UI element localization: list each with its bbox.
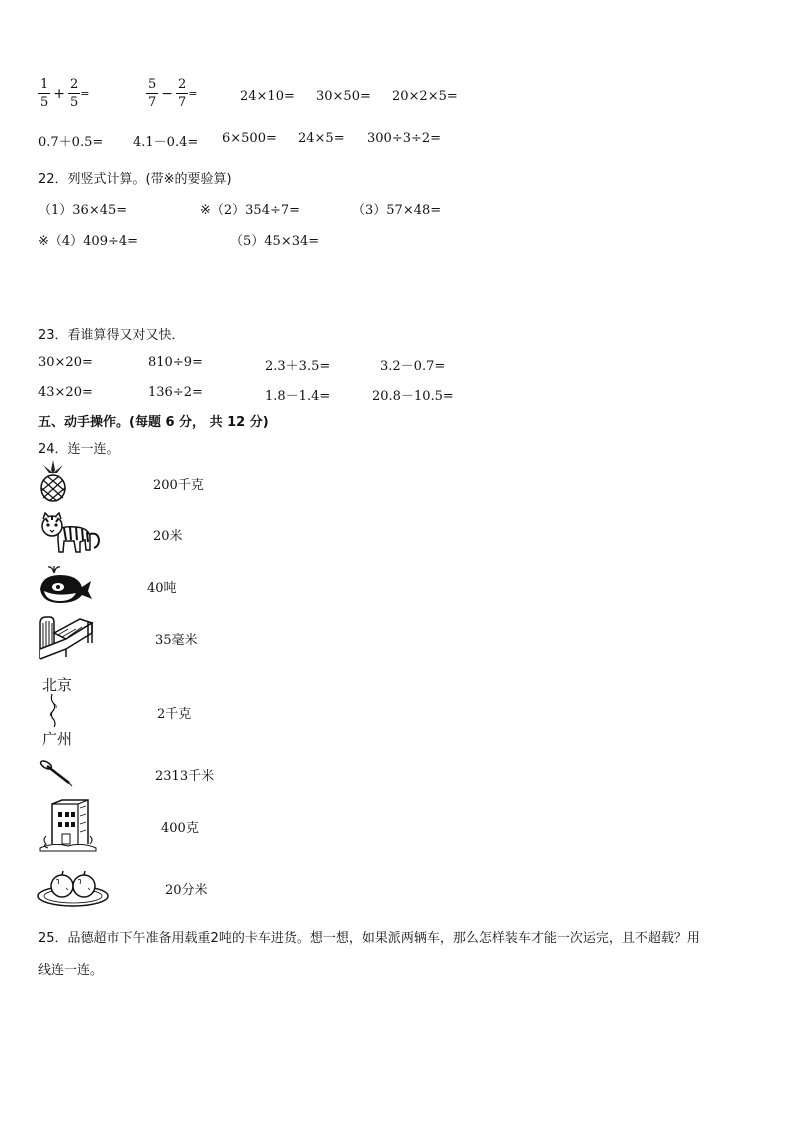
calc-item: ※（4）409÷4= — [38, 234, 139, 249]
calc-item: ※（2）354÷7= — [200, 203, 301, 218]
fraction-add-expression: $\frac{1}{5}$ + $\frac{2}{5}$ = — [40, 77, 90, 110]
calc-item: 43×20= — [38, 385, 93, 400]
map-route-icon — [38, 674, 86, 748]
apples-plate-icon — [36, 866, 110, 908]
calc-item: 810÷9= — [148, 355, 203, 370]
calc-item: 30×50= — [316, 89, 371, 104]
fraction-sub-expression: $\frac{5}{7}$ − $\frac{2}{7}$ = — [148, 77, 198, 110]
calc-item: 0.7＋0.5= — [38, 135, 104, 150]
calc-item: 6×500= — [222, 131, 277, 146]
fraction-one-fifth: $\frac{1}{5}$ — [40, 77, 49, 110]
question-22-title: 22．列竖式计算。(带※的要验算) — [38, 172, 232, 187]
building-icon — [38, 796, 98, 852]
pineapple-icon — [36, 460, 70, 502]
fraction-two-sevenths: $\frac{2}{7}$ — [178, 77, 187, 110]
tiger-icon — [36, 510, 102, 558]
calc-item: 300÷3÷2= — [367, 131, 442, 146]
map-label-beijing: 北京 — [42, 676, 73, 694]
calc-item: （3）57×48= — [352, 203, 442, 218]
map-label-guangzhou: 广州 — [42, 730, 73, 748]
fraction-five-sevenths: $\frac{5}{7}$ — [148, 77, 157, 110]
question-25-line1: 25．品德超市下午准备用载重2吨的卡车进货。想一想，如果派两辆车，那么怎样装车才能一次运完，且不超载？用 — [38, 931, 700, 946]
bed-icon — [36, 613, 94, 661]
calc-item: （1）36×45= — [38, 203, 128, 218]
calc-item: 136÷2= — [148, 385, 203, 400]
section-5-title: 五、动手操作。(每题 6 分， 共 12 分) — [38, 415, 269, 430]
calc-item: 24×5= — [298, 131, 345, 146]
calc-item: 4.1－0.4= — [133, 135, 199, 150]
calc-item: 1.8－1.4= — [265, 389, 331, 404]
calc-item: 24×10= — [240, 89, 295, 104]
nail-icon — [38, 757, 74, 787]
unit-label: 20分米 — [165, 883, 208, 898]
unit-label: 2313千米 — [155, 769, 215, 784]
calc-item: 3.2－0.7= — [380, 359, 446, 374]
unit-label: 400克 — [161, 821, 199, 836]
unit-label: 35毫米 — [155, 633, 198, 648]
calc-item: 20×2×5= — [392, 89, 458, 104]
unit-label: 200千克 — [153, 478, 204, 493]
calc-item: 2.3＋3.5= — [265, 359, 331, 374]
fraction-two-fifths: $\frac{2}{5}$ — [70, 77, 79, 110]
calc-item: 20.8－10.5= — [372, 389, 454, 404]
question-25-line2: 线连一连。 — [38, 963, 104, 978]
whale-icon — [36, 563, 94, 605]
question-23-title: 23．看谁算得又对又快． — [38, 328, 185, 343]
unit-label: 40吨 — [147, 581, 177, 596]
unit-label: 20米 — [153, 529, 183, 544]
calc-item: （5）45×34= — [230, 234, 320, 249]
calc-item: 30×20= — [38, 355, 93, 370]
unit-label: 2千克 — [157, 707, 192, 722]
question-24-title: 24．连一连。 — [38, 442, 120, 457]
